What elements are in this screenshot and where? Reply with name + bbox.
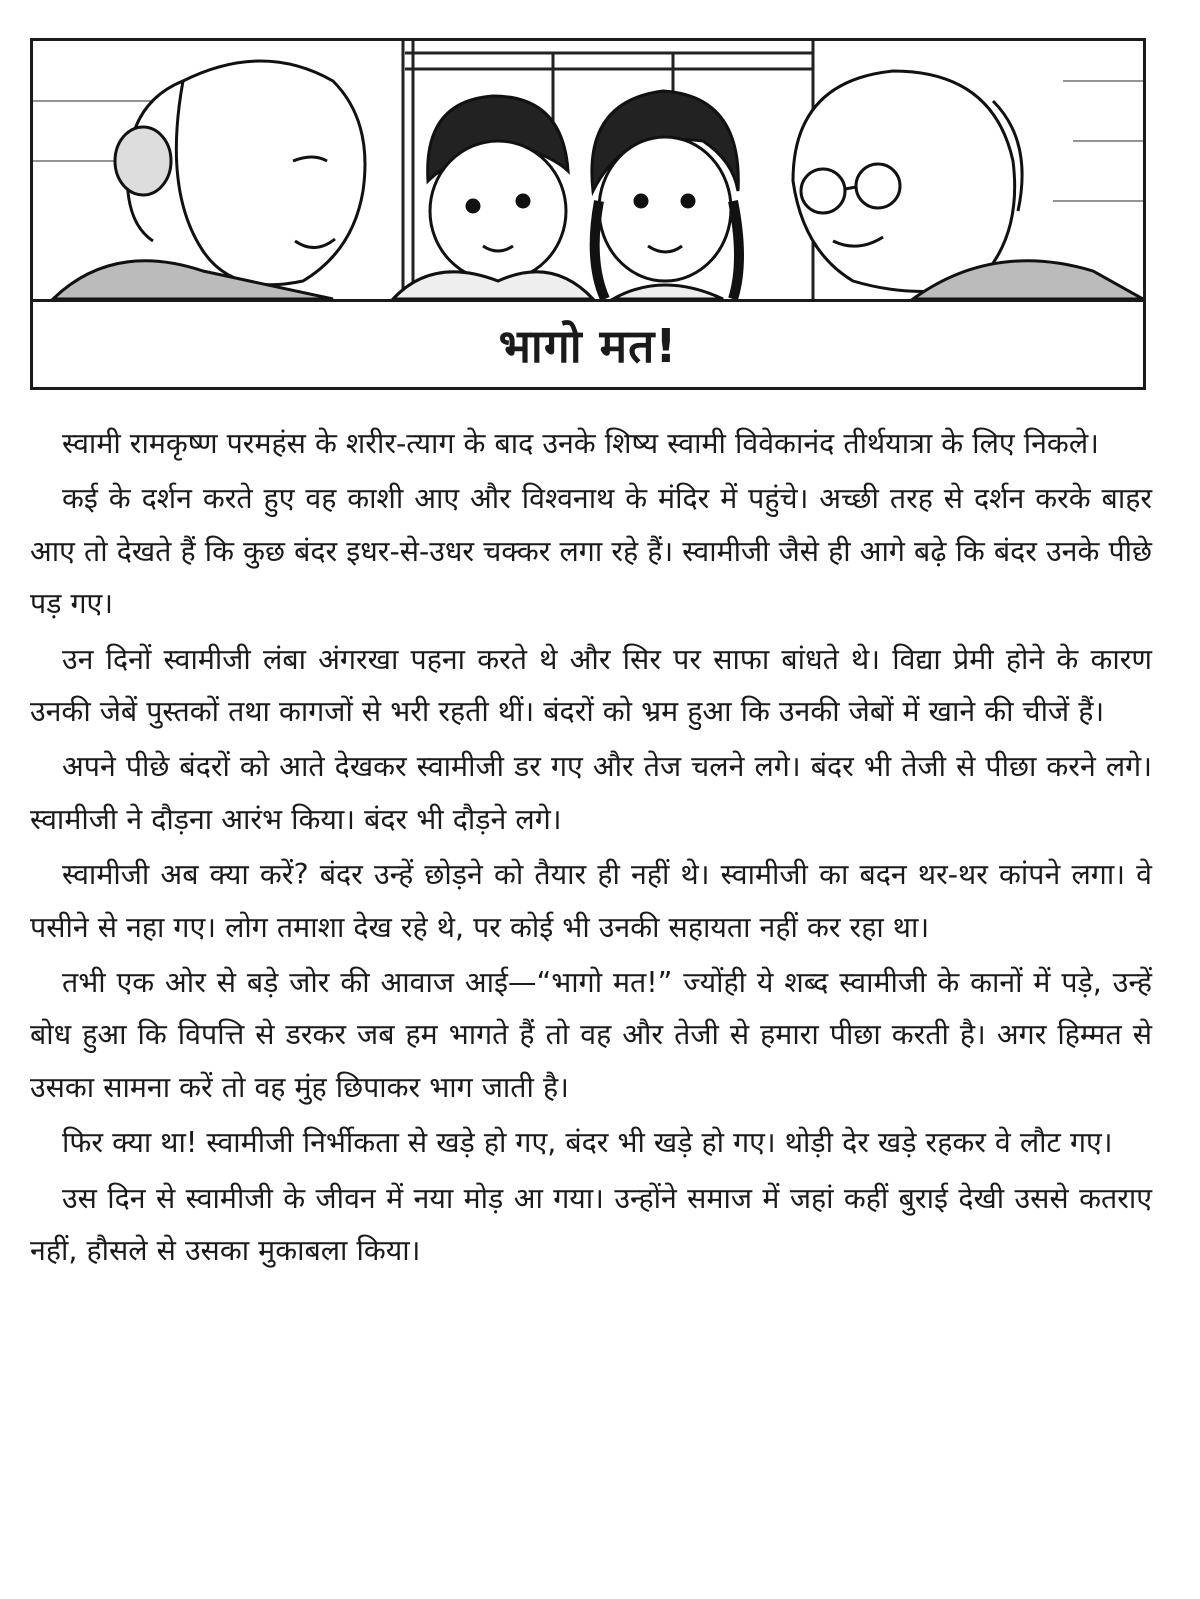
paragraph-5: स्वामीजी अब क्या करें? बंदर उन्हें छोड़ने को तैयार ही नहीं थे। स्वामीजी का बदन थर-थर कांपने लगा। वे पसीने से नहा गए। लोग तमाशा देख रहे थे, पर कोई भी उनकी सहायता नहीं कर रहा था। [30, 858, 1152, 944]
paragraph-4: अपने पीछे बंदरों को आते देखकर स्वामीजी डर गए और तेज चलने लगे। बंदर भी तेजी से पीछा करने लगे। स्वामीजी ने दौड़ना आरंभ किया। बंदर भी दौड़ने लगे। [30, 750, 1152, 836]
paragraph-3: उन दिनों स्वामीजी लंबा अंगरखा पहना करते थे और सिर पर साफा बांधते थे। विद्या प्रेमी होने के कारण उनकी जेबें पुस्तकों तथा कागजों से भरी रहती थीं। बंदरों को भ्रम हुआ कि उनकी जेबों में खाने की चीजें हैं। [30, 642, 1152, 729]
story-illustration [33, 41, 1143, 302]
paragraph-2: कई के दर्शन करते हुए वह काशी आए और विश्वनाथ के मंदिर में पहुंचे। अच्छी तरह से दर्शन करके बाहर आए तो देखते हैं कि कुछ बंदर इधर-से-उधर चक्कर लगा रहे हैं। स्वामीजी जैसे ही आगे बढ़े कि बंदर उनके पीछे पड़ गए। [30, 482, 1152, 621]
title-bar [33, 302, 1143, 387]
paragraph-1: स्वामी रामकृष्ण परमहंस के शरीर-त्याग के बाद उनके शिष्य स्वामी विवेकानंद तीर्थयात्रा के लिए निकले। [62, 427, 1099, 460]
header-frame [30, 38, 1146, 390]
story-body [30, 418, 1152, 1281]
story-title: भागो मत! [498, 318, 678, 373]
paragraph-8: उस दिन से स्वामीजी के जीवन में नया मोड़ आ गया। उन्होंने समाज में जहां कहीं बुराई देखी उससे कतराए नहीं, हौसले से उसका मुकाबला किया। [30, 1181, 1152, 1268]
family-illustration-image [33, 41, 1143, 299]
paragraph-6: तभी एक ओर से बड़े जोर की आवाज आई—“भागो मत!” ज्योंही ये शब्द स्वामीजी के कानों में पड़े, उन्हें बोध हुआ कि विपत्ति से डरकर जब हम भागते हैं तो वह और तेजी से हमारा पीछा करती है। अगर हिम्मत से उसका सामना करें तो वह मुंह छिपाकर भाग जाती है। [30, 966, 1152, 1104]
paragraph-7: फिर क्या था! स्वामीजी निर्भीकता से खड़े हो गए, बंदर भी खड़े हो गए। थोड़ी देर खड़े रहकर वे लौट गए। [62, 1126, 1113, 1160]
